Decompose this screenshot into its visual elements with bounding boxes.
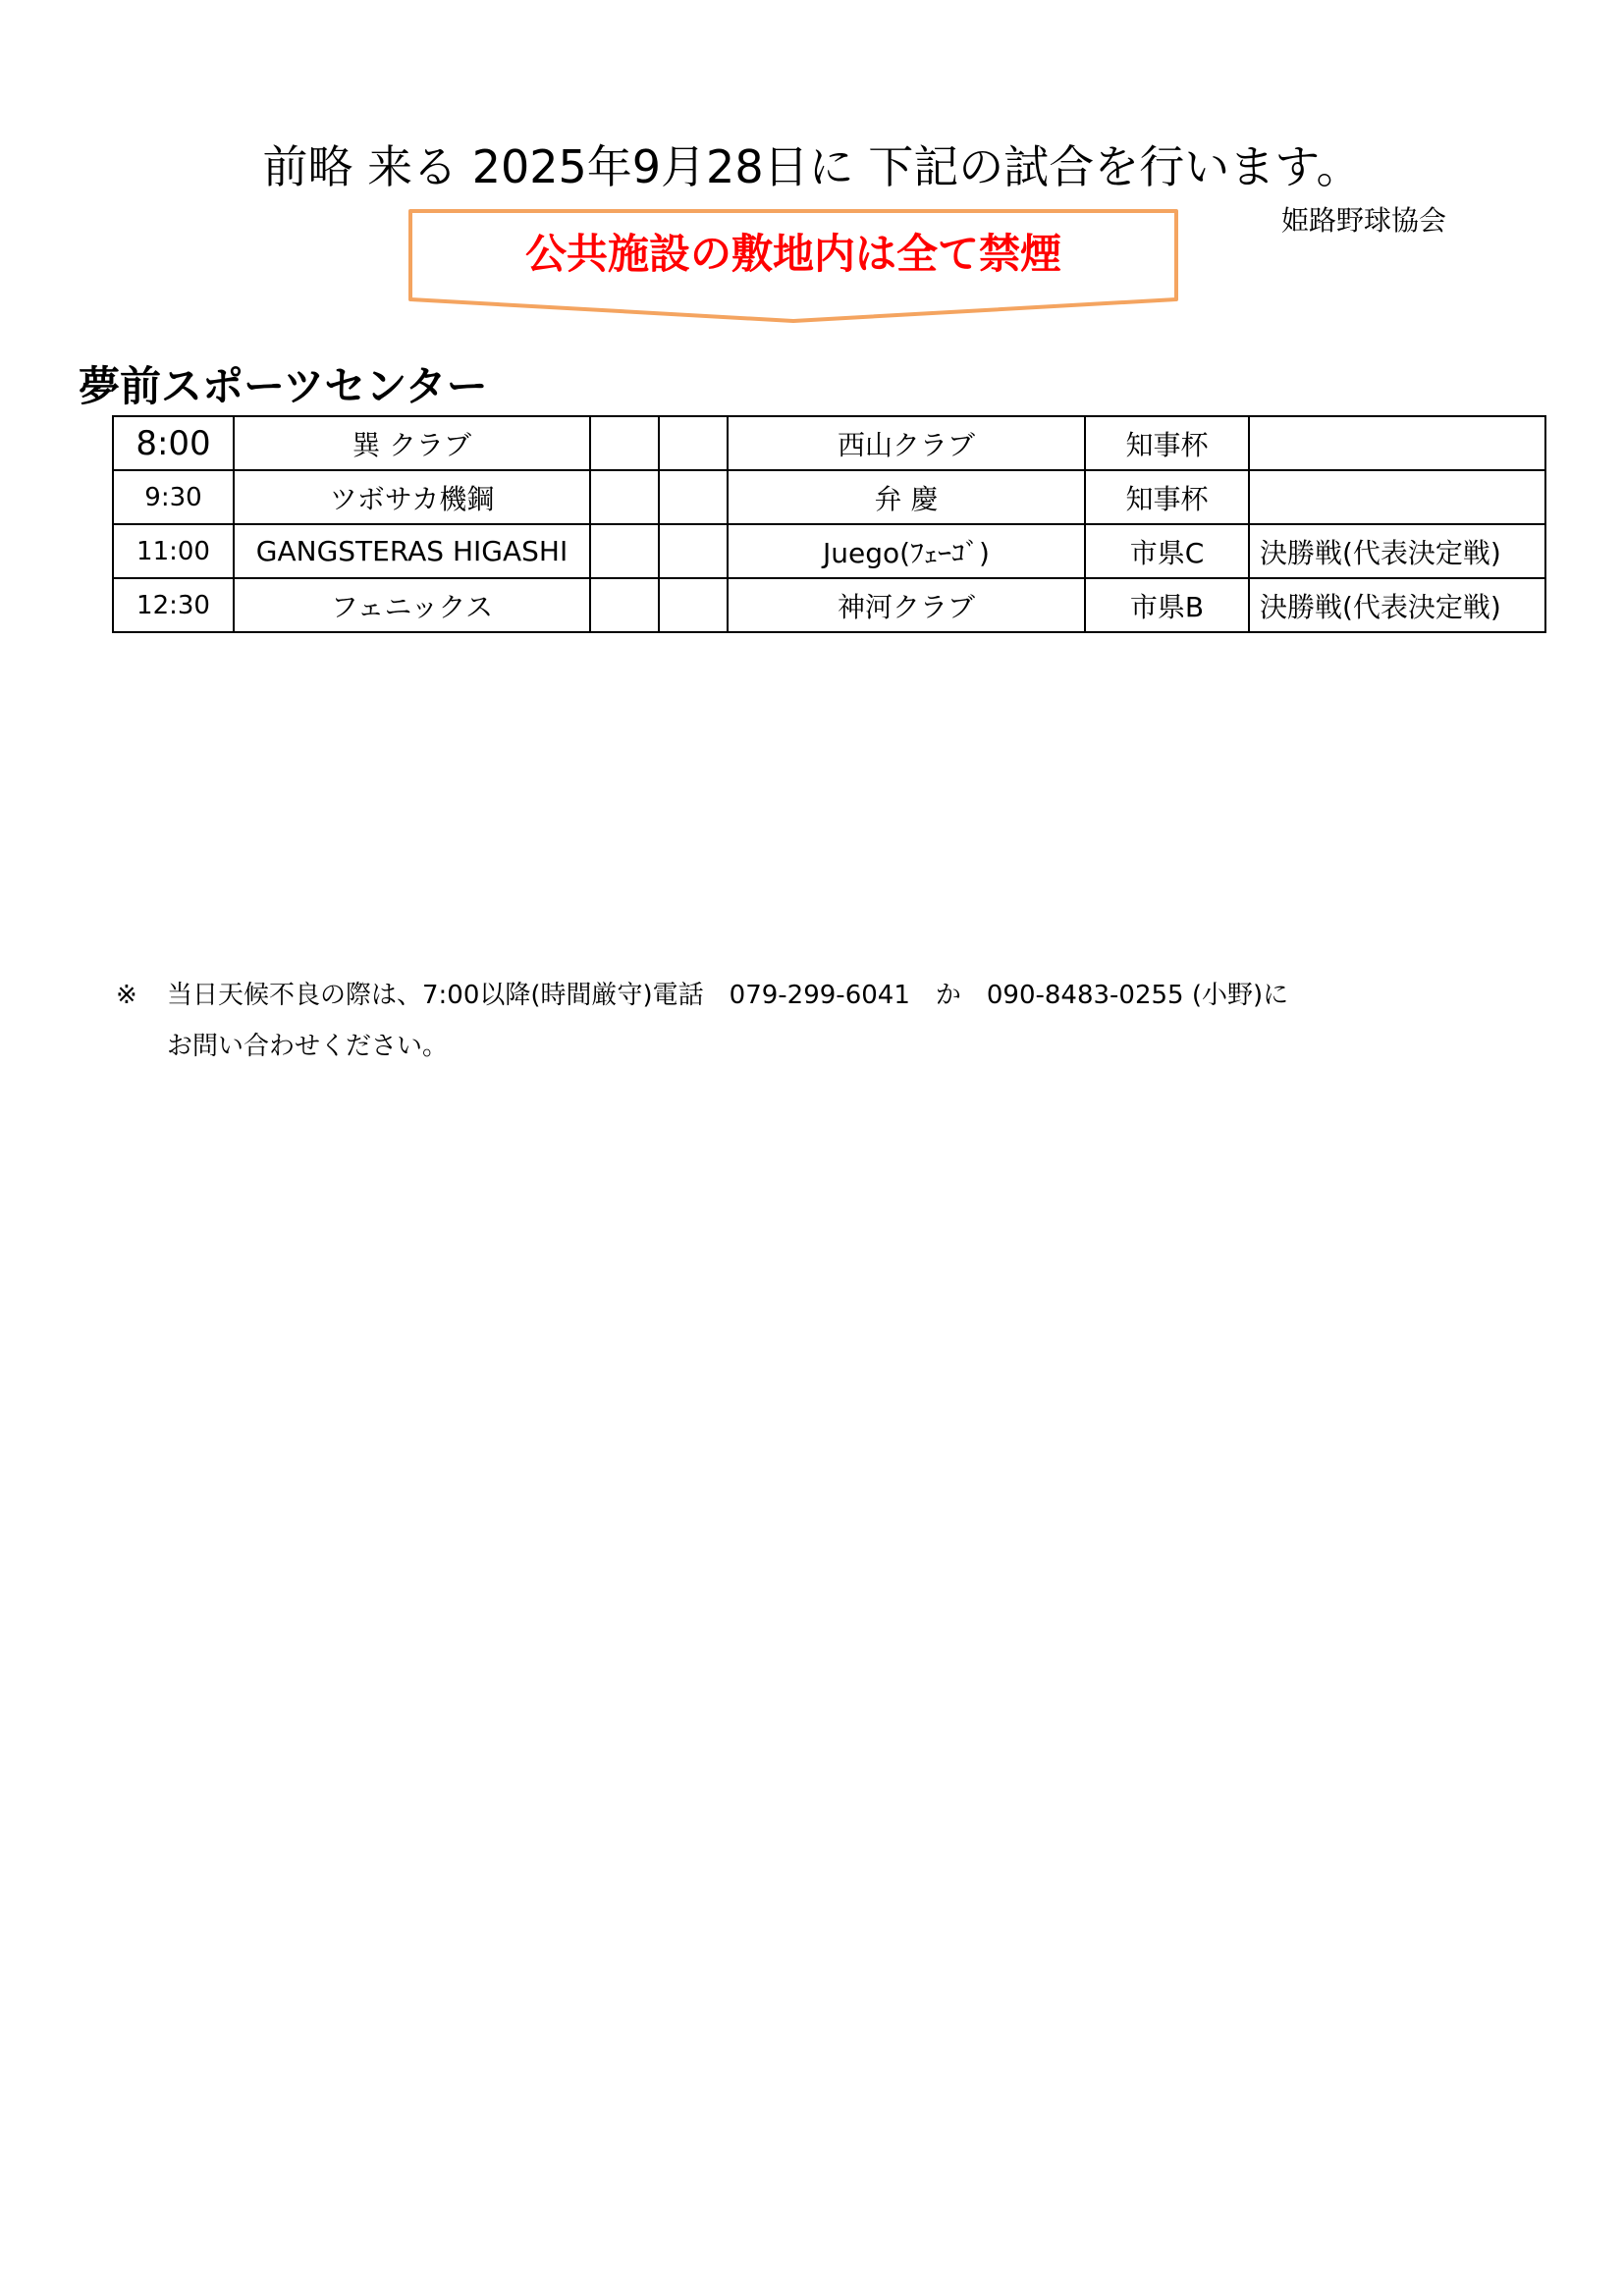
- team-a: 巽 クラブ: [234, 416, 590, 470]
- table-row: [113, 416, 1545, 470]
- reference-mark: ※: [116, 981, 137, 1010]
- table-row: [113, 578, 1545, 632]
- table-row: [113, 524, 1545, 578]
- table-row: [113, 470, 1545, 524]
- game-note: [1249, 470, 1545, 524]
- team-b: 西山クラブ: [728, 416, 1085, 470]
- tournament: 市県B: [1085, 578, 1249, 632]
- game-time: 12:30: [113, 578, 234, 632]
- team-b: Juego(ﾌｪｰｺﾞ): [728, 524, 1085, 578]
- schedule-table: [112, 415, 1546, 633]
- game-note: 決勝戦(代表決定戦): [1249, 524, 1545, 578]
- game-time: 9:30: [113, 470, 234, 524]
- score-a: [590, 470, 659, 524]
- team-a: フェニックス: [234, 578, 590, 632]
- venue-title: 夢前スポーツセンター: [79, 362, 488, 410]
- score-b: [659, 416, 728, 470]
- tournament: 知事杯: [1085, 416, 1249, 470]
- score-b: [659, 470, 728, 524]
- no-smoking-notice: [408, 209, 1178, 325]
- tournament: 知事杯: [1085, 470, 1249, 524]
- team-b: 弁 慶: [728, 470, 1085, 524]
- headline: 前略 来る 2025年9月28日に 下記の試合を行います。: [262, 140, 1362, 193]
- score-a: [590, 578, 659, 632]
- tournament: 市県C: [1085, 524, 1249, 578]
- weather-notice: [116, 970, 1288, 1072]
- score-b: [659, 578, 728, 632]
- score-a: [590, 416, 659, 470]
- game-note: 決勝戦(代表決定戦): [1249, 578, 1545, 632]
- weather-notice-line2: お問い合わせください。: [167, 1032, 449, 1061]
- game-time: 8:00: [113, 416, 234, 470]
- game-time: 11:00: [113, 524, 234, 578]
- score-b: [659, 524, 728, 578]
- team-b: 神河クラブ: [728, 578, 1085, 632]
- team-a: ツボサカ機鋼: [234, 470, 590, 524]
- team-a: GANGSTERAS HIGASHI: [234, 524, 590, 578]
- organizer-name: 姫路野球協会: [1281, 204, 1447, 237]
- notice-text: 公共施設の敷地内は全て禁煙: [524, 230, 1061, 278]
- score-a: [590, 524, 659, 578]
- weather-notice-line1: 当日天候不良の際は、7:00以降(時間厳守)電話 079-299-6041 か 090-8483-0255 (小野)に: [167, 981, 1289, 1010]
- game-note: [1249, 416, 1545, 470]
